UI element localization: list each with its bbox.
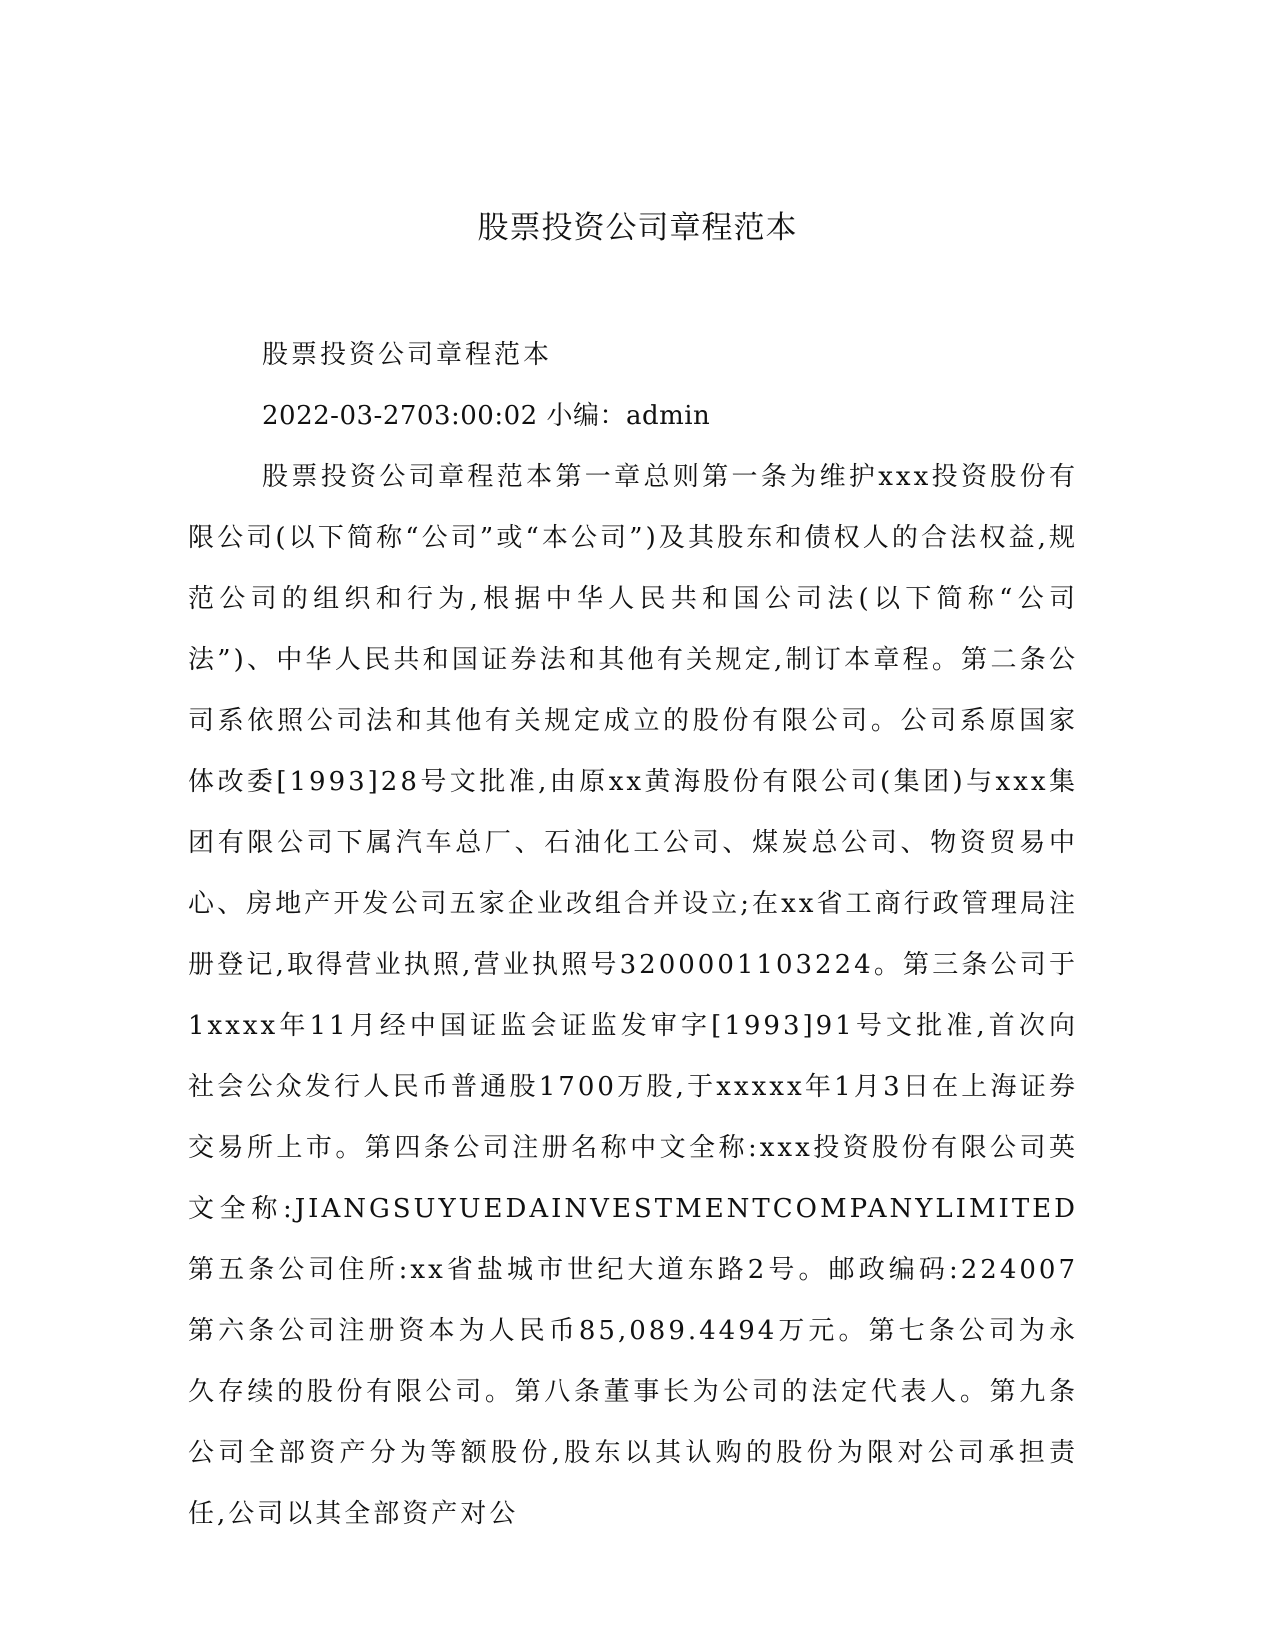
- document-title: 股票投资公司章程范本: [477, 210, 798, 246]
- meta-paragraph: 2022-03-2703:00:02 小编：admin: [262, 401, 711, 431]
- subtitle-paragraph: 股票投资公司章程范本: [262, 340, 553, 370]
- body-paragraph: 股票投资公司章程范本第一章总则第一条为维护xxx投资股份有限公司(以下简称“公司”或“本公司”)及其股东和债权人的合法权益,规范公司的组织和行为,根据中华人民共和国公司法(以下简称“公司法”)、中华人民共和国证券法和其他有关规定,制订本章程。第二条公司系依照公司法和其他有关规定成立的股份有限公司。公司系原国家体改委[1993]28号文批准,由原xx黄海股份有限公司(集团)与xxx集团有限公司下属汽车总厂、石油化工公司、煤炭总公司、物资贸易中心、房地产开发公司五家企业改组合并设立;在xx省工商行政管理局注册登记,取得营业执照,营业执照号3200001103224。第三条公司于1xxxx年11月经中国证监会证监发审字[1993]91号文批准,首次向社会公众发行人民币普通股1700万股,于xxxxx年1月3日在上海证券交易所上市。第四条公司注册名称中文全称:xxx投资股份有限公司英文全称:JIANGSUYUEDAINVESTMENTCOMPANYLIMITED第五条公司住所:xx省盐城市世纪大道东路2号。邮政编码:224007第六条公司注册资本为人民币85,089.4494万元。第七条公司为永久存续的股份有限公司。第八条董事长为公司的法定代表人。第九条公司全部资产分为等额股份,股东以其认购的股份为限对公司承担责任,公司以其全部资产对公: [188, 462, 1078, 1529]
- document-content: [188, 325, 1078, 1545]
